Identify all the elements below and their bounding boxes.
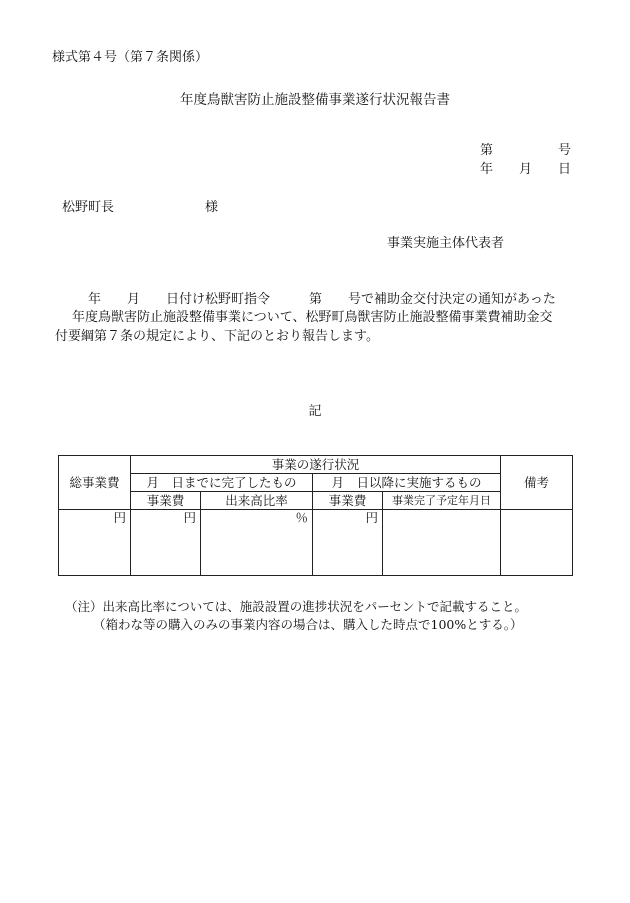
total-cost-cell: 円 <box>59 510 131 576</box>
progress-rate-column-header: 出来高比率 <box>201 492 313 510</box>
body-line-2: 年度鳥獣害防止施設整備事業について、松野町鳥獣害防止施設整備事業費補助金交 <box>72 310 553 325</box>
completion-date-cell <box>383 510 501 576</box>
cost-column-header: 事業費 <box>131 492 201 510</box>
remarks-header: 備考 <box>501 456 573 510</box>
completion-date-column-header: 事業完了予定年月日 <box>383 492 501 510</box>
status-table <box>58 455 573 576</box>
progress-rate-cell: ％ <box>201 510 313 576</box>
body-line-1: 年 月 日付け松野町指令 第 号で補助金交付決定の通知があった <box>88 292 556 307</box>
note-2: （箱わな等の購入のみの事業内容の場合は、購入した時点で100%とする。） <box>93 617 523 632</box>
completed-header: 月 日までに完了したもの <box>131 474 313 492</box>
future-header: 月 日以降に実施するもの <box>313 474 501 492</box>
cost2-column-header: 事業費 <box>313 492 383 510</box>
completed-cost-cell: 円 <box>131 510 201 576</box>
future-cost-cell: 円 <box>313 510 383 576</box>
remarks-cell <box>501 510 573 576</box>
body-line-3: 付要綱第７条の規定により、下記のとおり報告します。 <box>55 329 379 344</box>
table-header-row-3 <box>59 492 573 510</box>
document-date-line: 年 月 日 <box>480 162 572 177</box>
representative-label: 事業実施主体代表者 <box>387 236 505 251</box>
status-header: 事業の遂行状況 <box>131 456 501 474</box>
table-header-row-2 <box>59 474 573 492</box>
ki-heading: 記 <box>308 404 322 419</box>
form-number: 様式第４号（第７条関係） <box>52 50 209 65</box>
note-1: （注）出来高比率については、施設設置の進捗状況をパーセントで記載すること。 <box>65 599 528 614</box>
addressee: 松野町長 様 <box>62 200 219 215</box>
total-cost-header: 総事業費 <box>59 456 131 510</box>
document-title: 年度鳥獣害防止施設整備事業遂行状況報告書 <box>180 92 450 108</box>
table-header-row-1 <box>59 456 573 474</box>
table-row <box>59 510 573 576</box>
document-number-line: 第 号 <box>480 143 572 158</box>
